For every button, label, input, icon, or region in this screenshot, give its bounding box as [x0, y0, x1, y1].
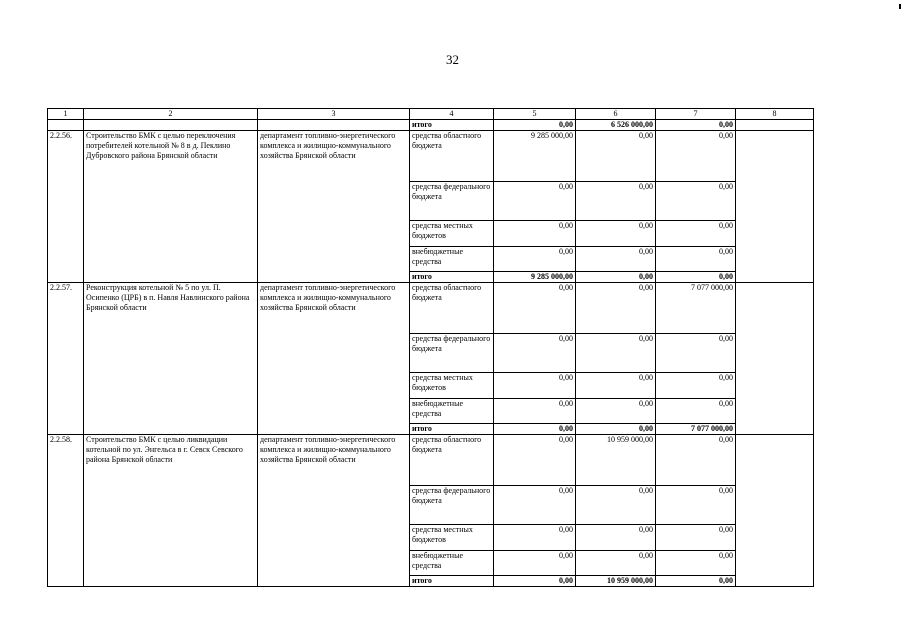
- cell-c7: 0,00: [656, 131, 736, 182]
- cell-c7: 0,00: [656, 486, 736, 525]
- header-row: [48, 109, 814, 120]
- cell-c7: 0,00: [656, 272, 736, 283]
- cell-c6: 0,00: [576, 373, 656, 399]
- cell-c6: 0,00: [576, 334, 656, 373]
- cell-c5: 0,00: [494, 424, 576, 435]
- page-number: 32: [446, 52, 459, 67]
- source-cell: средства федерального бюджета: [410, 182, 494, 221]
- cell-c6: 10 959 000,00: [576, 435, 656, 486]
- cell-c5: 0,00: [494, 486, 576, 525]
- cell-c7: 0,00: [656, 373, 736, 399]
- table-row: [48, 283, 814, 334]
- cell-c5: 0,00: [494, 551, 576, 576]
- cell-c5: 0,00: [494, 399, 576, 424]
- cell-c7: 0,00: [656, 221, 736, 247]
- cell-c5: 0,00: [494, 120, 576, 131]
- cell-c6: 0,00: [576, 221, 656, 247]
- cell-c6: 0,00: [576, 247, 656, 272]
- cell-c6: 0,00: [576, 399, 656, 424]
- col-header: 8: [736, 109, 814, 120]
- cell-c5: 0,00: [494, 283, 576, 334]
- cell-c7: 0,00: [656, 247, 736, 272]
- item-department: департамент топливно-энергетического комплекса и жилищно-коммунального хозяйства Брянской области: [258, 435, 410, 587]
- col-header: 7: [656, 109, 736, 120]
- source-cell: средства областного бюджета: [410, 283, 494, 334]
- cell-c6: 10 959 000,00: [576, 576, 656, 587]
- cell-c5: 0,00: [494, 182, 576, 221]
- cell-c7: 0,00: [656, 399, 736, 424]
- total-label: итого: [410, 272, 494, 283]
- item-department: департамент топливно-энергетического комплекса и жилищно-коммунального хозяйства Брянской области: [258, 283, 410, 435]
- item-department: департамент топливно-энергетического комплекса и жилищно-коммунального хозяйства Брянской области: [258, 131, 410, 283]
- cell-c5: 9 285 000,00: [494, 131, 576, 182]
- cell-c5: 0,00: [494, 334, 576, 373]
- carry-total-row: [48, 120, 814, 131]
- cell-c7: 0,00: [656, 525, 736, 551]
- source-cell: внебюджетные средства: [410, 551, 494, 576]
- cell-c7: 0,00: [656, 435, 736, 486]
- cell-c5: 0,00: [494, 576, 576, 587]
- cell-c5: 0,00: [494, 247, 576, 272]
- cell-c6: 0,00: [576, 283, 656, 334]
- col-header: 1: [48, 109, 84, 120]
- cell-c5: 0,00: [494, 221, 576, 247]
- cell-c7: 7 077 000,00: [656, 283, 736, 334]
- total-label: итого: [410, 576, 494, 587]
- cell-c5: 0,00: [494, 525, 576, 551]
- source-cell: средства федерального бюджета: [410, 486, 494, 525]
- item-name: Строительство БМК с целью ликвидации котельной по ул. Энгельса в г. Севск Севского района Брянской области: [84, 435, 258, 587]
- item-code: 2.2.58.: [48, 435, 84, 587]
- cell-c7: 7 077 000,00: [656, 424, 736, 435]
- cell-c7: 0,00: [656, 120, 736, 131]
- item-code: 2.2.56.: [48, 131, 84, 283]
- source-cell: средства местных бюджетов: [410, 221, 494, 247]
- budget-table: [47, 108, 814, 587]
- col-header: 6: [576, 109, 656, 120]
- col-header: 2: [84, 109, 258, 120]
- source-cell: средства местных бюджетов: [410, 373, 494, 399]
- cell-c6: 0,00: [576, 551, 656, 576]
- cell-c5: 0,00: [494, 435, 576, 486]
- cell-c7: 0,00: [656, 334, 736, 373]
- cell-c5: 9 285 000,00: [494, 272, 576, 283]
- table-row: [48, 435, 814, 486]
- cell-c7: 0,00: [656, 551, 736, 576]
- cell-c6: 0,00: [576, 424, 656, 435]
- item-name: Строительство БМК с целью переключения потребителей котельной № 8 в д. Пеклино Дубровского района Брянской области: [84, 131, 258, 283]
- cell-c6: 0,00: [576, 486, 656, 525]
- item-code: 2.2.57.: [48, 283, 84, 435]
- col-header: 3: [258, 109, 410, 120]
- item-name: Реконструкция котельной № 5 по ул. П. Осипенко (ЦРБ) в п. Навля Навлинского района Брянской области: [84, 283, 258, 435]
- cell-c7: 0,00: [656, 576, 736, 587]
- source-cell: внебюджетные средства: [410, 399, 494, 424]
- cell-c6: 0,00: [576, 182, 656, 221]
- cell-c6: 6 526 000,00: [576, 120, 656, 131]
- source-cell: средства областного бюджета: [410, 131, 494, 182]
- table-row: [48, 131, 814, 182]
- col-header: 5: [494, 109, 576, 120]
- cell-c6: 0,00: [576, 525, 656, 551]
- cell-c7: 0,00: [656, 182, 736, 221]
- col-header: 4: [410, 109, 494, 120]
- source-cell: внебюджетные средства: [410, 247, 494, 272]
- cell-c5: 0,00: [494, 373, 576, 399]
- total-label: итого: [410, 424, 494, 435]
- scan-mark: [899, 4, 901, 9]
- source-cell: средства федерального бюджета: [410, 334, 494, 373]
- cell-c6: 0,00: [576, 272, 656, 283]
- total-label: итого: [410, 120, 494, 131]
- source-cell: средства областного бюджета: [410, 435, 494, 486]
- cell-c6: 0,00: [576, 131, 656, 182]
- source-cell: средства местных бюджетов: [410, 525, 494, 551]
